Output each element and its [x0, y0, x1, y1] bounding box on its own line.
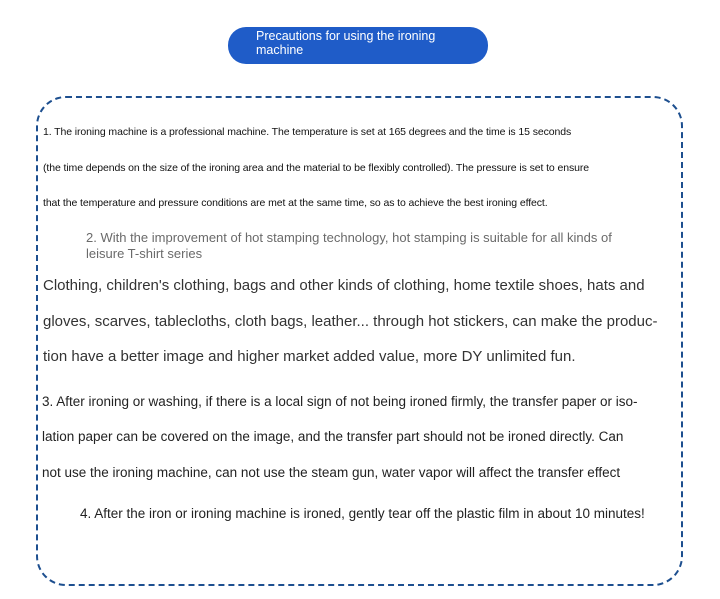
applications-line-1: Clothing, children's clothing, bags and other kinds of clothing, home textile shoes, hats and — [43, 277, 645, 294]
item-4-line-1: 4. After the iron or ironing machine is ironed, gently tear off the plastic film in about 10 minutes! — [80, 506, 645, 521]
title-line-1: Precautions for using the ironing — [256, 29, 436, 43]
item-3-line-1: 3. After ironing or washing, if there is a local sign of not being ironed firmly, the transfer paper or iso- — [42, 394, 638, 409]
item-1-line-3: that the temperature and pressure conditions are met at the same time, so as to achieve the best ironing effect. — [43, 197, 548, 209]
item-1-line-1: 1. The ironing machine is a professional machine. The temperature is set at 165 degrees and the time is 15 seconds — [43, 126, 572, 138]
item-1-line-2: (the time depends on the size of the ironing area and the material to be flexibly controlled). The pressure is set to ensure — [43, 162, 589, 174]
item-3-line-2: lation paper can be covered on the image, and the transfer part should not be ironed directly. Can — [42, 429, 624, 444]
title-line-2: machine — [256, 43, 304, 57]
item-2-line-2: leisure T-shirt series — [86, 246, 203, 261]
applications-line-3: tion have a better image and higher market added value, more DY unlimited fun. — [43, 348, 576, 365]
item-2-line-1: 2. With the improvement of hot stamping technology, hot stamping is suitable for all kinds of — [86, 230, 612, 245]
item-3-line-3: not use the ironing machine, can not use the steam gun, water vapor will affect the transfer effect — [42, 465, 621, 480]
applications-line-2: gloves, scarves, tablecloths, cloth bags, leather... through hot stickers, can make the produc- — [43, 313, 658, 330]
title-banner — [228, 27, 488, 64]
